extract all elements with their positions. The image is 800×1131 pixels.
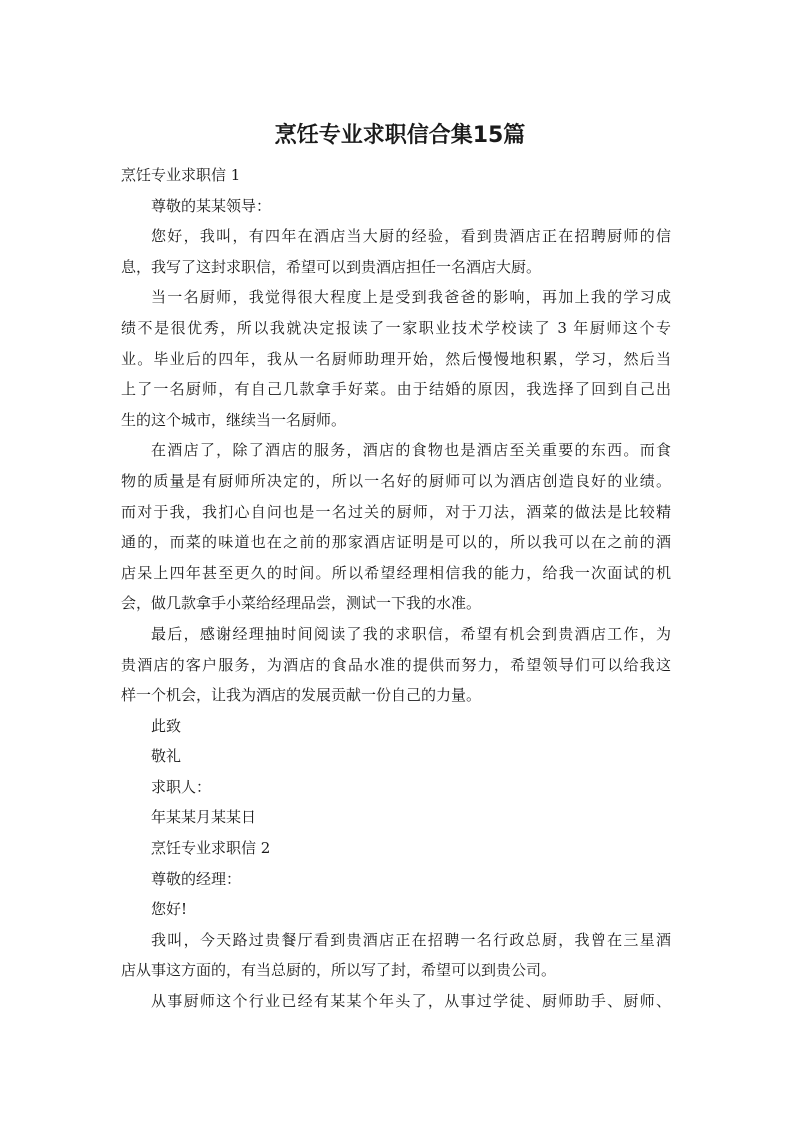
paragraph-line: 而对于我，我扪心自问也是一名过关的厨师，对于刀法，酒菜的做法是比较精 — [121, 502, 671, 521]
signature-label: 求职人： — [151, 777, 212, 796]
paragraph-line: 通的，而菜的味道也在之前的那家酒店证明是可以的，所以我可以在之前的酒 — [121, 533, 671, 552]
paragraph-line: 最后，感谢经理抽时间阅读了我的求职信，希望有机会到贵酒店工作，为 — [151, 624, 671, 643]
document-body — [121, 160, 671, 1017]
paragraph-line: 绩不是很优秀，所以我就决定报读了一家职业技术学校读了 3 年厨师这个专 — [121, 318, 671, 337]
paragraph-line: 物的质量是有厨师所决定的，所以一名好的厨师可以为酒店创造良好的业绩。 — [121, 471, 671, 490]
greeting-line: 您好! — [151, 900, 188, 919]
paragraph-line: 店呆上四年甚至更久的时间。所以希望经理相信我的能力，给我一次面试的机 — [121, 563, 671, 582]
letter-2-salutation: 尊敬的经理： — [151, 869, 242, 888]
closing-line: 敬礼 — [151, 747, 182, 766]
paragraph-line: 贵酒店的客户服务，为酒店的食品水准的提供而努力，希望领导们可以给我这 — [121, 655, 671, 674]
date-line: 年某某月某某日 — [151, 808, 257, 827]
paragraph-line: 当一名厨师，我觉得很大程度上是受到我爸爸的影响，再加上我的学习成 — [151, 288, 671, 307]
paragraph-line: 我叫，今天路过贵餐厅看到贵酒店正在招聘一名行政总厨，我曾在三星酒 — [151, 930, 671, 949]
paragraph-line: 业。毕业后的四年，我从一名厨师助理开始，然后慢慢地积累，学习，然后当 — [121, 349, 671, 368]
paragraph-line: 息，我写了这封求职信，希望可以到贵酒店担任一名酒店大厨。 — [121, 257, 542, 276]
paragraph-line: 生的这个城市，继续当一名厨师。 — [121, 410, 347, 429]
paragraph-line: 从事厨师这个行业已经有某某个年头了，从事过学徒、厨师助手、厨师、 — [151, 992, 671, 1011]
paragraph-line: 样一个机会，让我为酒店的发展贡献一份自己的力量。 — [121, 686, 482, 705]
paragraph-line: 会，做几款拿手小菜给经理品尝，测试一下我的水准。 — [121, 594, 482, 613]
letter-2-heading: 烹饪专业求职信 2 — [151, 839, 271, 858]
paragraph-line: 店从事这方面的，有当总厨的，所以写了封，希望可以到贵公司。 — [121, 961, 557, 980]
letter-1-salutation: 尊敬的某某领导： — [151, 196, 272, 215]
letter-1-heading: 烹饪专业求职信 1 — [121, 166, 241, 184]
document-title: 烹饪专业求职信合集15篇 — [274, 123, 526, 148]
closing-line: 此致 — [151, 716, 182, 735]
paragraph-line: 您好，我叫，有四年在酒店当大厨的经验，看到贵酒店正在招聘厨师的信 — [151, 227, 671, 246]
paragraph-line: 上了一名厨师，有自己几款拿手好菜。由于结婚的原因，我选择了回到自己出 — [121, 380, 671, 399]
paragraph-line: 在酒店了，除了酒店的服务，酒店的食物也是酒店至关重要的东西。而食 — [151, 441, 671, 460]
